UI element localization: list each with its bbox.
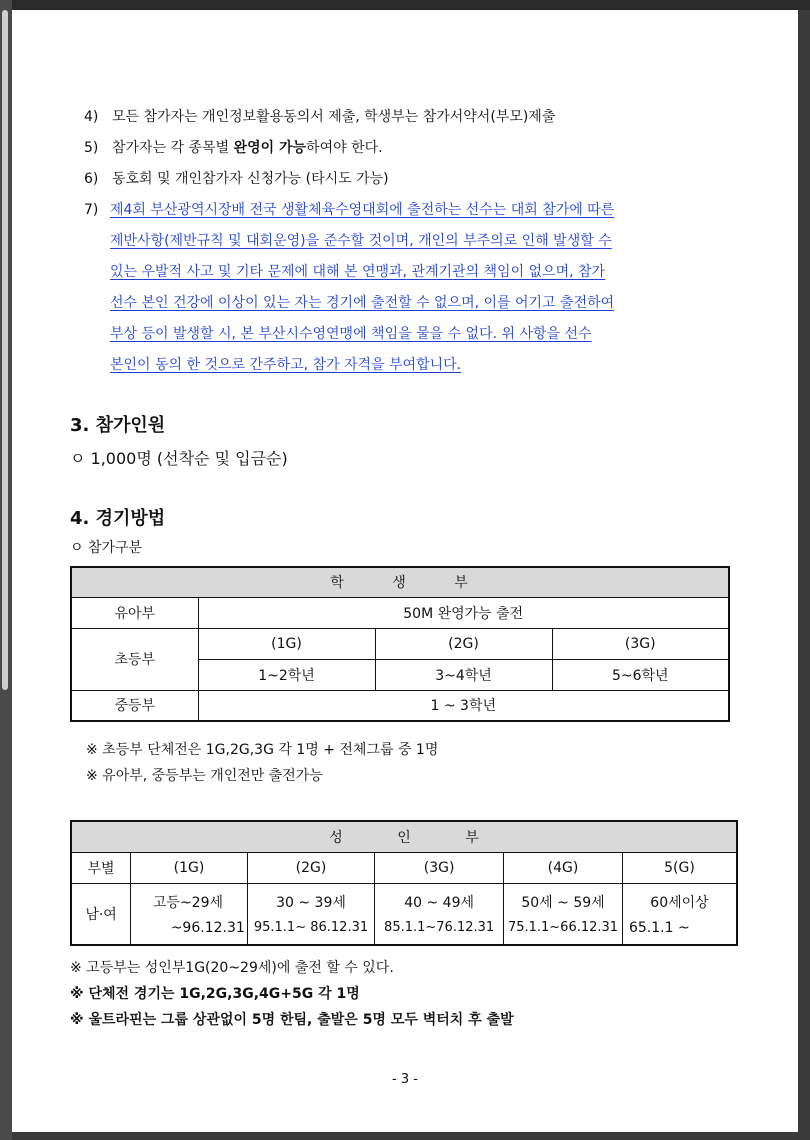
adult-note-2: ※ 단체전 경기는 1G,2G,3G,4G+5G 각 1명 bbox=[70, 986, 360, 1002]
middle-label: 중등부 bbox=[71, 690, 198, 721]
elem-group-1: (1G) bbox=[198, 628, 375, 659]
list-item-7-line-3[interactable]: 있는 우발적 사고 및 기타 문제에 대해 본 연맹과, 관계기관의 책임이 없으며, 참가 bbox=[110, 264, 606, 280]
table-row bbox=[71, 852, 737, 883]
table-header-row bbox=[71, 567, 729, 597]
list-item-7-line-2[interactable]: 제반사항(제반규칙 및 대회운영)을 준수할 것이며, 개인의 부주의로 인해 발생할 수 bbox=[110, 233, 612, 249]
age-range-5: 60세이상 bbox=[650, 894, 709, 911]
birth-range-5: 65.1.1 ~ bbox=[628, 919, 690, 936]
page-number: - 3 - bbox=[392, 1072, 418, 1087]
participant-count: ㅇ 1,000명 (선착순 및 입금순) bbox=[70, 449, 288, 468]
age-range-1: 고등~29세 bbox=[152, 894, 224, 911]
student-note-2: ※ 유아부, 중등부는 개인전만 출전가능 bbox=[86, 768, 323, 784]
section-3-title: 3. 참가인원 bbox=[70, 415, 166, 436]
table-row bbox=[71, 628, 729, 659]
scrollbar-thumb[interactable] bbox=[2, 10, 8, 690]
adult-group-1: (1G) bbox=[131, 852, 248, 883]
adult-cell-4 bbox=[504, 883, 623, 945]
elem-grade-1: 1~2학년 bbox=[198, 659, 375, 690]
list-item-7-number: 7) bbox=[84, 202, 99, 218]
list-item-7-line-4[interactable]: 선수 본인 건강에 이상이 있는 자는 경기에 출전할 수 없으며, 이를 어기고 출전하여 bbox=[110, 295, 615, 311]
division-label: 부별 bbox=[71, 852, 131, 883]
adult-note-1: ※ 고등부는 성인부1G(20~29세)에 출전 할 수 있다. bbox=[70, 960, 394, 976]
adult-group-4: (4G) bbox=[504, 852, 623, 883]
adult-cell-1 bbox=[131, 883, 248, 945]
adult-group-5: 5(G) bbox=[622, 852, 737, 883]
adult-table-header: 성 인 부 bbox=[71, 821, 737, 852]
section-4-subtitle: ㅇ 참가구분 bbox=[70, 540, 143, 556]
list-item-6: 6) 동호회 및 개인참가자 신청가능 (타시도 가능) bbox=[84, 171, 389, 187]
document-page bbox=[12, 10, 798, 1132]
adult-cell-5 bbox=[622, 883, 737, 945]
scrollbar-track[interactable] bbox=[0, 0, 12, 1140]
age-range-3: 40 ~ 49세 bbox=[404, 895, 475, 912]
adult-group-2: (2G) bbox=[247, 852, 374, 883]
birth-range-2: 95.1.1~ 86.12.31 bbox=[253, 920, 369, 936]
elem-label: 초등부 bbox=[71, 628, 198, 690]
student-division-table bbox=[70, 566, 730, 722]
kinder-label: 유아부 bbox=[71, 597, 198, 628]
student-note-1: ※ 초등부 단체전은 1G,2G,3G 각 1명 + 전체그룹 중 1명 bbox=[86, 742, 439, 758]
table-row bbox=[71, 597, 729, 628]
birth-range-4: 75.1.1~66.12.31 bbox=[507, 920, 619, 936]
adult-division-table bbox=[70, 820, 738, 946]
student-table-header: 학 생 부 bbox=[71, 567, 729, 597]
table-row bbox=[71, 883, 737, 945]
elem-grade-3: 5~6학년 bbox=[552, 659, 729, 690]
window-top-border bbox=[0, 0, 810, 10]
adult-cell-3 bbox=[375, 883, 504, 945]
kinder-value: 50M 완영가능 출전 bbox=[198, 597, 729, 628]
middle-value: 1 ~ 3학년 bbox=[198, 690, 729, 721]
list-item-7-line-6[interactable]: 본인이 동의 한 것으로 간주하고, 참가 자격을 부여합니다. bbox=[110, 357, 462, 373]
list-item-7-line-1[interactable]: 제4회 부산광역시장배 전국 생활체육수영대회에 출전하는 선수는 대회 참가에 따른 bbox=[110, 202, 615, 218]
adult-cell-2 bbox=[247, 883, 374, 945]
gender-label: 남·여 bbox=[71, 883, 131, 945]
adult-group-3: (3G) bbox=[375, 852, 504, 883]
age-range-4: 50세 ~ 59세 bbox=[521, 895, 605, 912]
list-item-5: 5) 참가자는 각 종목별 완영이 가능하여야 한다. bbox=[84, 140, 383, 156]
elem-group-3: (3G) bbox=[552, 628, 729, 659]
birth-range-3: 85.1.1~76.12.31 bbox=[384, 920, 495, 936]
birth-range-1: ~96.12.31 bbox=[170, 919, 245, 936]
age-range-2: 30 ~ 39세 bbox=[276, 895, 346, 912]
section-4-title: 4. 경기방법 bbox=[70, 508, 166, 529]
elem-grade-2: 3~4학년 bbox=[375, 659, 552, 690]
table-header-row bbox=[71, 821, 737, 852]
table-row bbox=[71, 690, 729, 721]
elem-group-2: (2G) bbox=[375, 628, 552, 659]
adult-note-3: ※ 울트라핀는 그룹 상관없이 5명 한팀, 출발은 5명 모두 벽터치 후 출발 bbox=[70, 1012, 514, 1028]
list-item-7-line-5[interactable]: 부상 등이 발생할 시, 본 부산시수영연맹에 책임을 물을 수 없다. 위 사항을 선수 bbox=[110, 326, 592, 342]
list-item-4: 4) 모든 참가자는 개인정보활용동의서 제출, 학생부는 참가서약서(부모)제출 bbox=[84, 109, 556, 125]
